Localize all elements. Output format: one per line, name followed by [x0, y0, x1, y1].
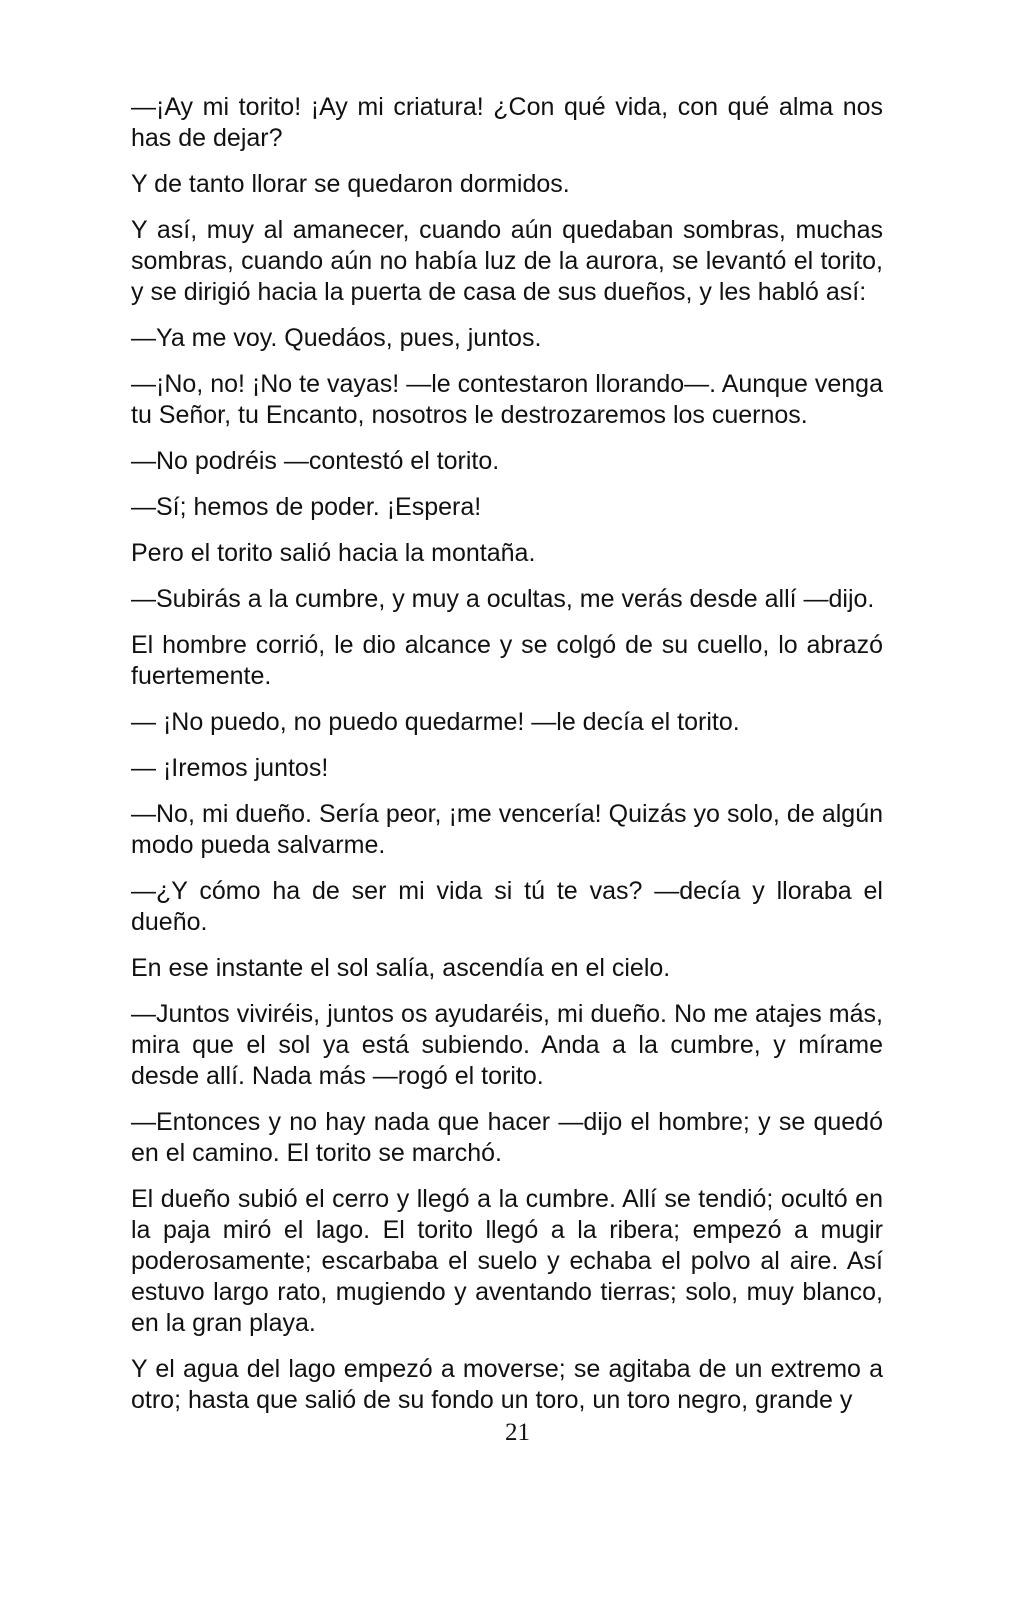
paragraph: —Ya me voy. Quedáos, pues, juntos.	[131, 324, 542, 352]
paragraph: —Entonces y no hay nada que hacer —dijo el hombre; y se quedó en el camino. El torito se marchó.	[131, 1108, 883, 1167]
paragraph: —No, mi dueño. Sería peor, ¡me vencería! Quizás yo solo, de algún modo pueda salvarme.	[131, 800, 883, 859]
paragraph: — ¡Iremos juntos!	[131, 754, 329, 782]
page-text	[131, 92, 883, 1431]
paragraph: —Juntos viviréis, juntos os ayudaréis, mi dueño. No me atajes más, mira que el sol ya está subiendo. Anda a la cumbre, y mírame desde allí. Nada más —rogó el torito.	[131, 1000, 883, 1090]
paragraph: El hombre corrió, le dio alcance y se colgó de su cuello, lo abrazó fuertemente.	[131, 631, 883, 690]
page-number: 21	[505, 1419, 530, 1446]
paragraph: —¿Y cómo ha de ser mi vida si tú te vas? —decía y lloraba el dueño.	[131, 877, 883, 936]
paragraph: —No podréis —contestó el torito.	[131, 447, 500, 475]
paragraph: —Sí; hemos de poder. ¡Espera!	[131, 493, 482, 521]
paragraph: — ¡No puedo, no puedo quedarme! —le decía el torito.	[131, 708, 740, 736]
paragraph: —¡Ay mi torito! ¡Ay mi criatura! ¿Con qué vida, con qué alma nos has de dejar?	[131, 93, 883, 152]
paragraph: Y de tanto llorar se quedaron dormidos.	[131, 170, 570, 198]
paragraph: —¡No, no! ¡No te vayas! —le contestaron llorando—. Aunque venga tu Señor, tu Encanto, nosotros le destrozaremos los cuernos.	[131, 370, 883, 429]
paragraph: Y así, muy al amanecer, cuando aún quedaban sombras, muchas sombras, cuando aún no había luz de la aurora, se levantó el torito, y se dirigió hacia la puerta de casa de sus dueños, y les habló así:	[131, 216, 883, 306]
paragraph: Pero el torito salió hacia la montaña.	[131, 539, 536, 567]
paragraph: En ese instante el sol salía, ascendía en el cielo.	[131, 954, 671, 982]
paragraph: El dueño subió el cerro y llegó a la cumbre. Allí se tendió; ocultó en la paja miró el lago. El torito llegó a la ribera; empezó a mugir poderosamente; escarbaba el suelo y echaba el polvo al aire. Así estuvo largo rato, mugiendo y aventando tierras; solo, muy blanco, en la gran playa.	[131, 1185, 883, 1337]
paragraph: Y el agua del lago empezó a moverse; se agitaba de un extremo a otro; hasta que salió de su fondo un toro, un toro negro, grande y	[131, 1355, 883, 1414]
paragraph: —Subirás a la cumbre, y muy a ocultas, me verás desde allí —dijo.	[131, 585, 875, 613]
